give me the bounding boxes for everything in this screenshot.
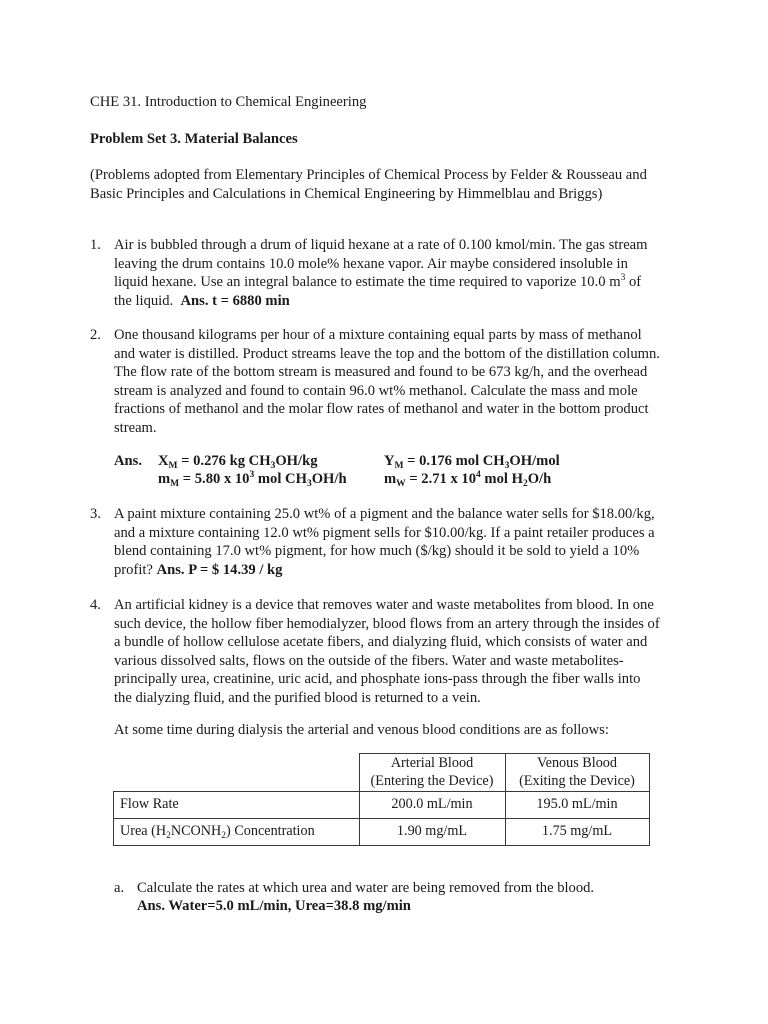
text-fragment: Y bbox=[384, 453, 395, 469]
answer-mw bbox=[384, 470, 551, 489]
text-fragment: OH/h bbox=[311, 471, 347, 487]
text-fragment: = 0.176 mol CH bbox=[403, 453, 505, 469]
text-fragment: = 2.71 x 10 bbox=[405, 471, 477, 487]
text-fragment: OH/kg bbox=[275, 453, 318, 469]
text-fragment: mol CH bbox=[254, 471, 307, 487]
header-line: (Exiting the Device) bbox=[519, 772, 635, 789]
answer-xm bbox=[158, 452, 318, 471]
text-fragment: ) Concentration bbox=[226, 823, 315, 840]
header-line: (Entering the Device) bbox=[370, 772, 494, 789]
subscript: 2 bbox=[166, 831, 171, 842]
text-fragment: mol H bbox=[480, 471, 523, 487]
text-fragment: OH/mol bbox=[509, 453, 560, 469]
problem-1-text bbox=[114, 236, 674, 310]
table-cell: 1.75 mg/mL bbox=[505, 819, 649, 846]
superscript: 3 bbox=[249, 470, 255, 480]
subscript: 2 bbox=[221, 831, 227, 842]
text-line: leaving the drum contains 10.0 mole% hexane vapor. Air maybe considered insoluble in bbox=[114, 255, 628, 272]
problem-3-number: 3. bbox=[90, 506, 101, 522]
table-row bbox=[114, 819, 650, 846]
course-title: CHE 31. Introduction to Chemical Engineering bbox=[90, 94, 367, 110]
header-line: Arterial Blood bbox=[390, 755, 474, 771]
text-line: One thousand kilograms per hour of a mixture containing equal parts by mass of methanol bbox=[114, 327, 642, 343]
subscript: 3 bbox=[504, 461, 510, 471]
problem-set-title: Problem Set 3. Material Balances bbox=[90, 131, 298, 147]
text-line: principally urea, creatinine, uric acid, and phosphate ions-pass through the fiber walls into bbox=[114, 671, 641, 688]
text-fragment: the liquid. bbox=[114, 292, 174, 309]
subscript: 3 bbox=[306, 479, 312, 489]
text-fragment: m bbox=[384, 471, 397, 487]
subquestion-a-answer: Ans. Water=5.0 mL/min, Urea=38.8 mg/min bbox=[137, 898, 411, 914]
source-note-line: (Problems adopted from Elementary Principles of Chemical Process by Felder & Rousseau and bbox=[90, 167, 647, 183]
table-row bbox=[114, 792, 650, 819]
text-line: the dialyzing fluid, and the purified blood is returned to a vein. bbox=[114, 689, 481, 706]
table-header-arterial bbox=[359, 754, 505, 792]
answer-ym bbox=[384, 452, 560, 471]
answer-mm bbox=[158, 470, 347, 489]
source-note-line: Basic Principles and Calculations in Chemical Engineering by Himmelblau and Briggs) bbox=[90, 185, 603, 202]
subscript: M bbox=[394, 461, 404, 471]
subquestion-a-text: Calculate the rates at which urea and water are being removed from the blood. bbox=[137, 880, 595, 896]
problem-4-number: 4. bbox=[90, 597, 101, 613]
table-cell: 195.0 mL/min bbox=[505, 792, 649, 819]
answer: Ans. P = $ 14.39 / kg bbox=[156, 561, 283, 578]
text-line: and water is distilled. Product streams leave the top and the bottom of the distillation column. bbox=[114, 345, 660, 362]
subscript: 2 bbox=[522, 479, 528, 489]
text-line: stream. bbox=[114, 419, 157, 436]
answer: Ans. t = 6880 min bbox=[180, 292, 290, 309]
text-fragment: profit? bbox=[114, 561, 153, 578]
table-corner-cell bbox=[114, 754, 360, 792]
text-fragment: = 0.276 kg CH bbox=[177, 453, 271, 469]
row-label bbox=[114, 819, 360, 846]
problem-1-number: 1. bbox=[90, 237, 101, 253]
subquestion-a-label: a. bbox=[114, 880, 125, 896]
header-line: Venous Blood bbox=[536, 755, 617, 771]
blood-conditions-table bbox=[113, 753, 650, 846]
text-fragment: of bbox=[625, 274, 642, 291]
text-fragment: Urea (H bbox=[120, 823, 167, 840]
problem-4-text bbox=[114, 596, 674, 708]
text-fragment: X bbox=[158, 453, 169, 469]
table-header-venous bbox=[505, 754, 649, 792]
text-line: such device, the hollow fiber hemodialyzer, blood flows from an artery through the insides of bbox=[114, 615, 660, 632]
table-header-row bbox=[114, 754, 650, 792]
subscript: M bbox=[170, 479, 180, 489]
table-cell: 1.90 mg/mL bbox=[359, 819, 505, 846]
subscript: 3 bbox=[270, 461, 276, 471]
text-line: An artificial kidney is a device that removes water and waste metabolites from blood. In one bbox=[114, 597, 654, 613]
text-fragment: liquid hexane. Use an integral balance to estimate the time required to vaporize 10.0 m bbox=[114, 274, 621, 291]
text-fragment: = 5.80 x 10 bbox=[179, 471, 250, 487]
text-line: stream is analyzed and found to contain 96.0 wt% methanol. Calculate the mass and mole bbox=[114, 382, 638, 399]
text-line bbox=[114, 561, 674, 580]
problem-2-text bbox=[114, 326, 674, 438]
text-line: various dissolved salts, flows on the outside of the fibers. Water and waste metabolites- bbox=[114, 652, 624, 669]
table-cell: 200.0 mL/min bbox=[359, 792, 505, 819]
text-line: fractions of methanol and the molar flow rates of methanol and water in the bottom product bbox=[114, 401, 649, 418]
text-line: blend containing 17.0 wt% pigment, for how much ($/kg) should it be sold to yield a 10% bbox=[114, 543, 640, 560]
subscript: M bbox=[168, 461, 178, 471]
text-line: and a mixture containing 12.0 wt% pigment sells for $10.00/kg. If a paint retailer produces a bbox=[114, 524, 655, 541]
text-line: The flow rate of the bottom stream is measured and found to be 673 kg/h, and the overhead bbox=[114, 364, 648, 381]
text-line bbox=[114, 292, 674, 311]
source-note bbox=[90, 166, 647, 203]
subscript: W bbox=[396, 479, 406, 489]
text-line: A paint mixture containing 25.0 wt% of a pigment and the balance water sells for $18.00/kg, bbox=[114, 506, 655, 522]
problem-2-number: 2. bbox=[90, 327, 101, 343]
text-line bbox=[114, 273, 674, 292]
row-label: Flow Rate bbox=[114, 792, 360, 819]
text-line: Air is bubbled through a drum of liquid hexane at a rate of 0.100 kmol/min. The gas stream bbox=[114, 237, 648, 253]
superscript: 3 bbox=[620, 273, 626, 284]
text-fragment: m bbox=[158, 471, 171, 487]
table-intro: At some time during dialysis the arterial and venous blood conditions are as follows: bbox=[114, 722, 609, 738]
text-line: a bundle of hollow cellulose acetate fibers, and dialyzing fluid, which consists of water and bbox=[114, 634, 648, 651]
problem-3-text bbox=[114, 505, 674, 579]
text-fragment: O/h bbox=[527, 471, 552, 487]
answer-label: Ans. bbox=[114, 453, 142, 469]
text-fragment: NCONH bbox=[170, 823, 222, 840]
superscript: 4 bbox=[476, 470, 481, 480]
